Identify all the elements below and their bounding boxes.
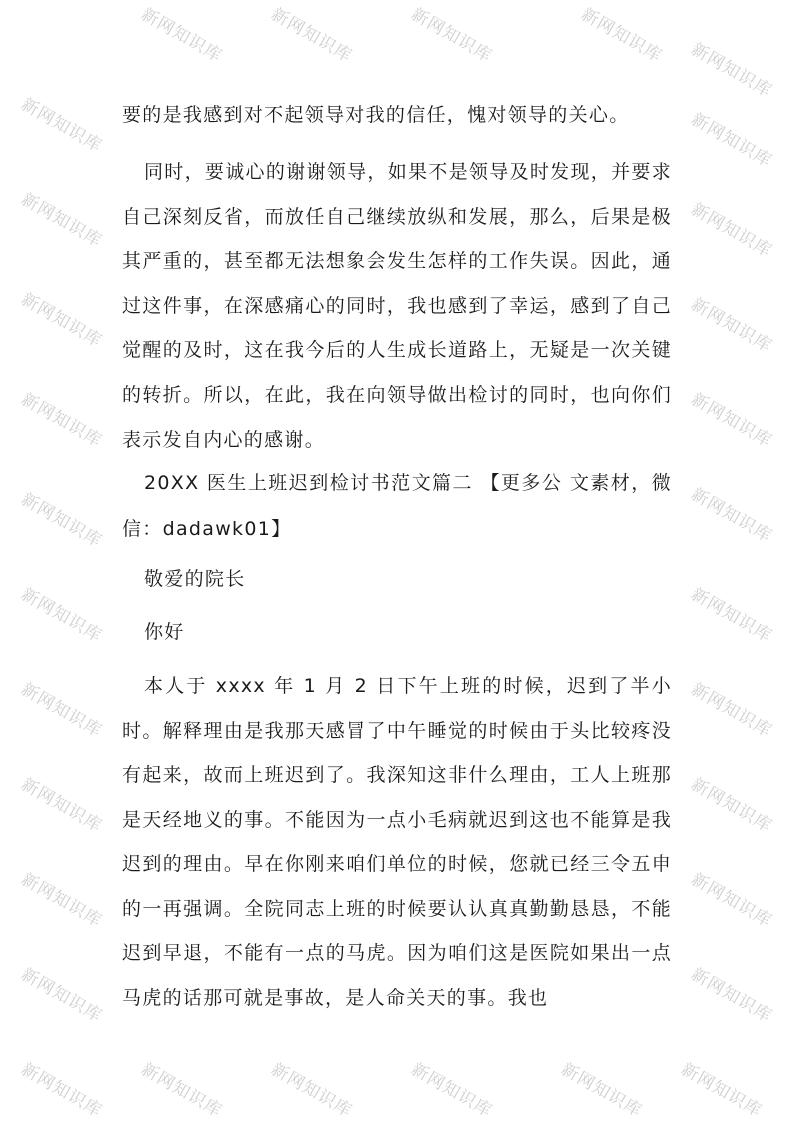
greeting: 你好 (144, 621, 185, 643)
watermark-text: 新网知识库 (17, 389, 106, 452)
watermark-text: 新网知识库 (687, 199, 776, 262)
watermark-text: 新网知识库 (17, 489, 106, 552)
watermark-text: 新网知识库 (17, 94, 106, 157)
watermark-text: 新网知识库 (17, 584, 106, 647)
watermark-text: 新网知识库 (687, 774, 776, 837)
watermark-text: 新网知识库 (407, 1059, 496, 1122)
paragraph-2: 同时，要诚心的谢谢领导，如果不是领导及时发现，并要求自己深刻反省，而放任自己继续放纵和发展，那么，后果是极其严重的，甚至都无法想象会发生怎样的工作失误。因此，通过这件事，在深感痛心的同时，我也感到了幸运，感到了自己觉醒的及时，这在我今后的人生成长道路上，无疑是一次关键的转折。所以，在此，我在向领导做出检讨的同时，也向你们表示发自内心的感谢。 (122, 161, 672, 451)
paragraph-1: 要的是我感到对不起领导对我的信任，愧对领导的关心。 (122, 104, 630, 126)
watermark-text: 新网知识库 (407, 4, 496, 67)
watermark-text: 新网知识库 (17, 964, 106, 1027)
watermark-text: 新网知识库 (687, 389, 776, 452)
watermark-text: 新网知识库 (687, 584, 776, 647)
watermark-text: 新网知识库 (267, 1059, 356, 1122)
watermark-text: 新网知识库 (687, 484, 776, 547)
watermark-text: 新网知识库 (687, 869, 776, 932)
watermark-text: 新网知识库 (677, 1059, 766, 1122)
salutation: 敬爱的院长 (144, 568, 246, 590)
watermark-text: 新网知识库 (687, 294, 776, 357)
watermark-text: 新网知识库 (137, 4, 226, 67)
watermark-text: 新网知识库 (687, 109, 776, 172)
watermark-text: 新网知识库 (687, 39, 776, 102)
watermark-text: 新网知识库 (267, 4, 356, 67)
watermark-text: 新网知识库 (17, 774, 106, 837)
watermark-text: 新网知识库 (17, 189, 106, 252)
watermark-text: 新网知识库 (137, 1059, 226, 1122)
watermark-text: 新网知识库 (557, 1059, 646, 1122)
watermark-text: 新网知识库 (577, 4, 666, 67)
section-heading: 20XX 医生上班迟到检讨书范文篇二 【更多公 文素材，微信：dadawk01】 (122, 472, 672, 540)
watermark-text: 新网知识库 (687, 679, 776, 742)
watermark-text: 新网知识库 (17, 679, 106, 742)
watermark-text: 新网知识库 (17, 289, 106, 352)
watermark-text: 新网知识库 (17, 1059, 106, 1122)
watermark-text: 新网知识库 (687, 964, 776, 1027)
paragraph-body: 本人于 xxxx 年 1 月 2 日下午上班的时候，迟到了半小时。解释理由是我那天感冒了中午睡觉的时候由于头比较疼没有起来，故而上班迟到了。我深知这非什么理由，工人上班那是天经地义的事。不能因为一点小毛病就迟到这也不能算是我迟到的理由。早在你刚来咱们单位的时候，您就已经三令五申的一再强调。全院同志上班的时候要认认真真勤勤恳恳，不能迟到早退，不能有一点的马虎。因为咱们这是医院如果出一点马虎的话那可就是事故，是人命关天的事。我也 (122, 675, 672, 1009)
watermark-text: 新网知识库 (17, 869, 106, 932)
